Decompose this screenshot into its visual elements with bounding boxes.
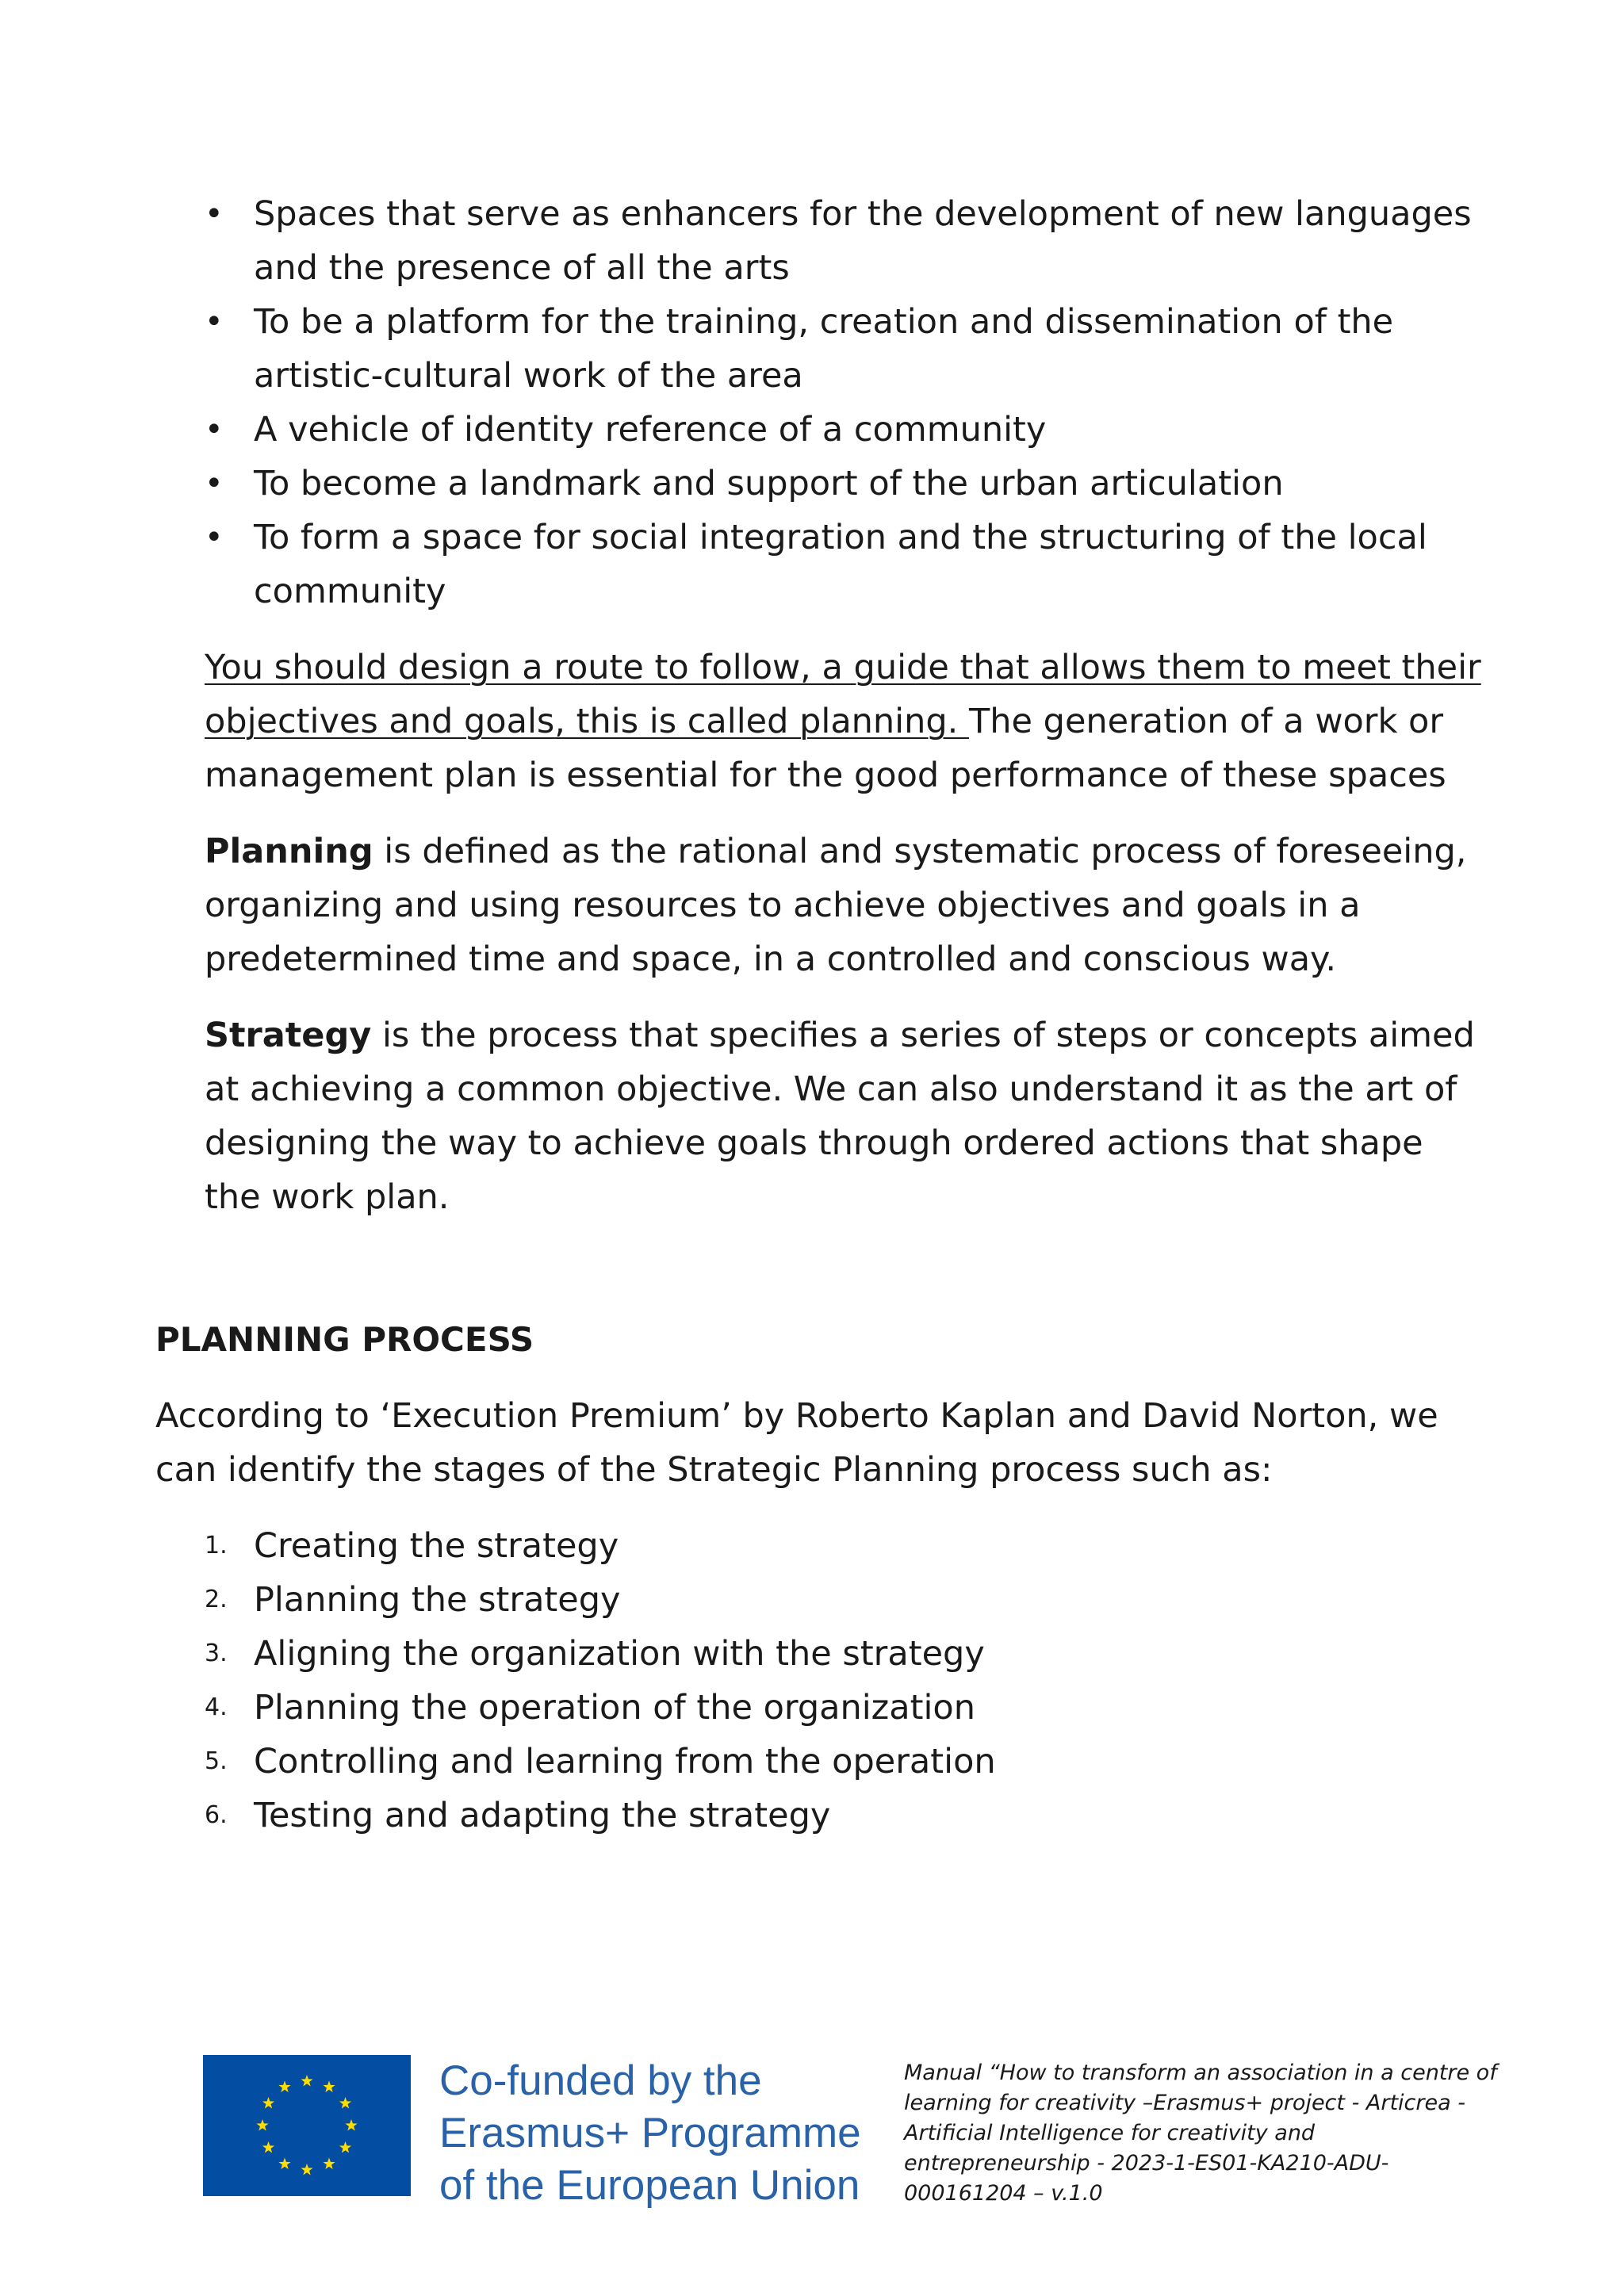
list-item bbox=[155, 1627, 1488, 1681]
section-intro-paragraph: According to ‘Execution Premium’ by Roberto Kaplan and David Norton, we can identify the stages of the Strategic Planning process such as: bbox=[155, 1396, 1438, 1490]
star-icon bbox=[323, 2081, 335, 2092]
eu-flag-icon bbox=[203, 2055, 411, 2196]
list-number: 2. bbox=[205, 1586, 228, 1613]
star-icon bbox=[262, 2141, 274, 2152]
list-number: 1. bbox=[205, 1532, 228, 1559]
star-icon bbox=[323, 2158, 335, 2169]
star-icon bbox=[339, 2097, 351, 2108]
cofunded-logo-text bbox=[439, 2055, 861, 2212]
star-icon bbox=[301, 2164, 312, 2175]
star-icon bbox=[278, 2081, 290, 2092]
star-icon bbox=[345, 2119, 357, 2130]
numbered-list bbox=[155, 1519, 1488, 1843]
list-number: 5. bbox=[205, 1747, 228, 1775]
list-item-text: Controlling and learning from the operation bbox=[254, 1742, 996, 1781]
term-strategy: Strategy bbox=[205, 1016, 372, 1055]
star-icon bbox=[256, 2119, 268, 2130]
cofunded-line: Co-funded by the bbox=[439, 2057, 762, 2104]
star-icon bbox=[278, 2158, 290, 2169]
list-item: • To be a platform for the training, creation and dissemination of the artistic-cultural work of the area bbox=[155, 295, 1488, 403]
eu-stars-icon bbox=[203, 2055, 411, 2196]
paragraph-text: The generation of a work or management plan is essential for the good performance of these spaces bbox=[205, 702, 1446, 795]
list-item bbox=[155, 1519, 1488, 1573]
term-planning: Planning bbox=[205, 832, 373, 871]
star-icon bbox=[339, 2141, 351, 2152]
list-number: 4. bbox=[205, 1693, 228, 1721]
section-heading: PLANNING PROCESS bbox=[155, 1320, 534, 1359]
paragraph-text: is the process that specifies a series of steps or concepts aimed at achieving a common objective. We can also understand it as the art of designing the way to achieve goals through ordered actions that shape the work plan. bbox=[205, 1016, 1475, 1217]
manual-reference: Manual “How to transform an association in a centre of learning for creativity –Erasmus+ project - Articrea - Artificial Intelligence for creativity and entrepreneurship - 2023-1-ES01-KA210-ADU-000161204 – v.1.0 bbox=[904, 2061, 1497, 2206]
list-item bbox=[155, 1681, 1488, 1735]
footer bbox=[203, 2055, 1497, 2214]
list-item bbox=[155, 1573, 1488, 1627]
list-item-text: Testing and adapting the strategy bbox=[254, 1796, 831, 1835]
strategy-definition-paragraph bbox=[155, 1008, 1488, 1224]
underlined-sentence: You should design a route to follow, a guide that allows them to meet their objectives and goals, this is called planning. bbox=[205, 648, 1481, 741]
list-item: • Spaces that serve as enhancers for the development of new languages and the presence of all the arts bbox=[155, 187, 1488, 295]
paragraph-text: is defined as the rational and systematic process of foreseeing, organizing and using resources to achieve objectives and goals in a predetermined time and space, in a controlled and conscious way. bbox=[205, 832, 1467, 979]
list-number: 3. bbox=[205, 1640, 228, 1667]
bullet-list bbox=[155, 187, 1488, 618]
cofunded-line: Erasmus+ Programme bbox=[439, 2110, 861, 2156]
list-number: 6. bbox=[205, 1801, 228, 1829]
list-item-text: Planning the strategy bbox=[254, 1580, 621, 1620]
list-item-text: Aligning the organization with the strategy bbox=[254, 1634, 985, 1674]
planning-intro-paragraph bbox=[155, 641, 1488, 802]
list-item: • A vehicle of identity reference of a community bbox=[155, 403, 1488, 457]
list-item bbox=[155, 1789, 1488, 1843]
star-icon bbox=[301, 2075, 312, 2086]
list-item-text: Planning the operation of the organization bbox=[254, 1688, 975, 1728]
planning-definition-paragraph bbox=[155, 825, 1488, 986]
cofunded-line: of the European Union bbox=[439, 2162, 860, 2209]
list-item: • To form a space for social integration and the structuring of the local community bbox=[155, 511, 1488, 618]
main-content bbox=[155, 187, 1488, 1843]
star-icon bbox=[262, 2097, 274, 2108]
list-item: • To become a landmark and support of the urban articulation bbox=[155, 457, 1488, 511]
list-item-text: Creating the strategy bbox=[254, 1526, 619, 1566]
list-item bbox=[155, 1735, 1488, 1789]
